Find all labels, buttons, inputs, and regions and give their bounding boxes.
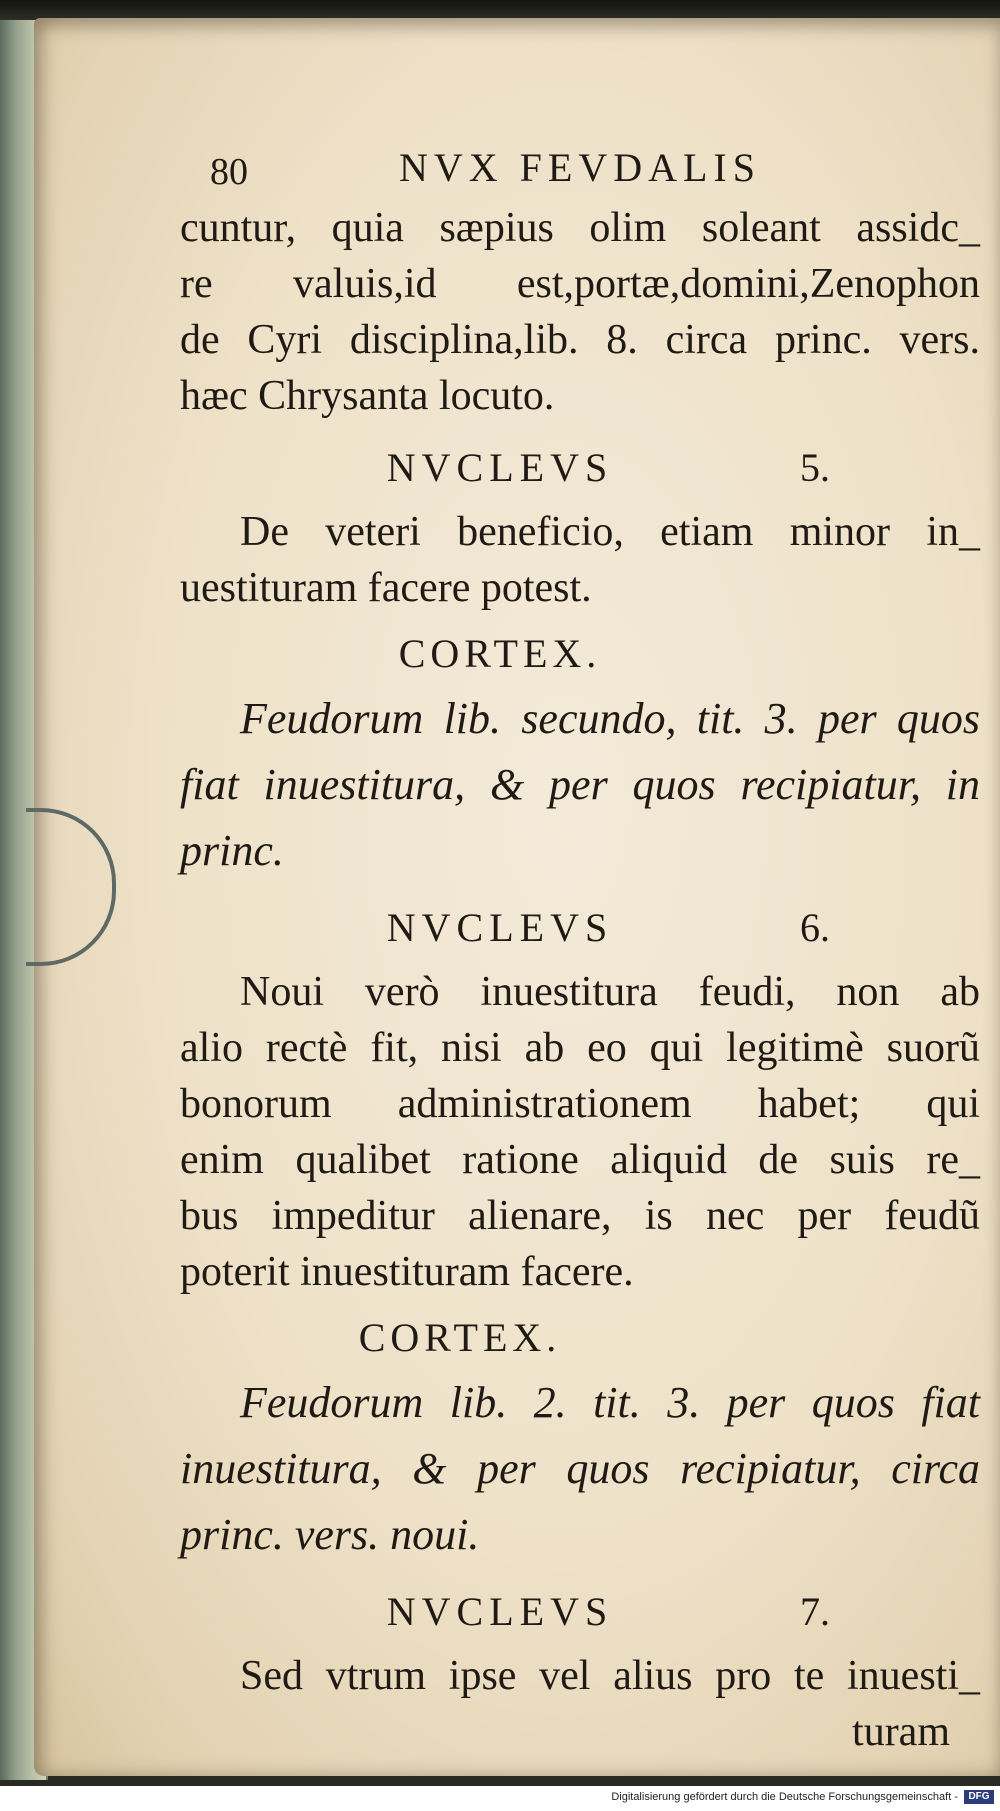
text-line: princ. bbox=[180, 826, 284, 875]
cortex-heading: CORTEX. bbox=[398, 631, 602, 676]
text-line: cuntur, quia sæpius olim soleant assidc_ bbox=[180, 205, 980, 251]
text-line: Feudorum lib. 2. tit. 3. per quos fiat bbox=[240, 1378, 980, 1427]
text-line: hæc Chrysanta locuto. bbox=[180, 373, 555, 419]
text-line: enim qualibet ratione aliquid de suis re_ bbox=[180, 1137, 980, 1183]
nucleus-label: NVCLEVS bbox=[386, 445, 614, 490]
text-line: De veteri beneficio, etiam minor in_ bbox=[240, 509, 980, 555]
page-clip bbox=[26, 808, 116, 966]
digitization-footer bbox=[0, 1786, 1000, 1811]
page-text bbox=[180, 140, 980, 1760]
text-block-5 bbox=[180, 1370, 980, 1568]
text-block-3 bbox=[180, 686, 980, 884]
nucleus-heading-6 bbox=[180, 892, 980, 964]
text-line: uestituram facere potest. bbox=[180, 565, 592, 611]
text-line: alio rectè fit, nisi ab eo qui legitimè suorũ bbox=[180, 1025, 980, 1071]
text-line: re valuis,id est,portæ,domini,Zenophon bbox=[180, 261, 980, 307]
running-title: NVX FEVDALIS bbox=[399, 145, 761, 190]
text-block-4 bbox=[180, 964, 980, 1300]
nucleus-heading-5 bbox=[180, 432, 980, 504]
text-line: Noui verò inuestitura feudi, non ab bbox=[240, 969, 980, 1015]
text-line: fiat inuestitura, & per quos recipiatur, in bbox=[180, 760, 980, 809]
text-line: poterit inuestituram facere. bbox=[180, 1249, 634, 1295]
nucleus-heading-7 bbox=[180, 1576, 980, 1648]
footer-credit: Digitalisierung gefördert durch die Deutsche Forschungsgemeinschaft - bbox=[611, 1791, 958, 1803]
text-line: Sed vtrum ipse vel alius pro te inuesti_ bbox=[240, 1653, 980, 1699]
text-line: bonorum administrationem habet; qui bbox=[180, 1081, 980, 1127]
text-line: de Cyri disciplina,lib. 8. circa princ. vers. bbox=[180, 317, 980, 363]
nucleus-number: 6. bbox=[800, 905, 830, 950]
catchword: turam bbox=[852, 1709, 950, 1755]
dfg-logo: DFG bbox=[964, 1790, 994, 1804]
text-line: bus impeditur alienare, is nec per feudũ bbox=[180, 1193, 980, 1239]
text-line: Feudorum lib. secundo, tit. 3. per quos bbox=[240, 694, 980, 743]
nucleus-number: 7. bbox=[800, 1589, 830, 1634]
text-block-6 bbox=[180, 1648, 980, 1760]
nucleus-label: NVCLEVS bbox=[386, 1589, 614, 1634]
page-header bbox=[180, 140, 980, 200]
nucleus-label: NVCLEVS bbox=[386, 905, 614, 950]
nucleus-number: 5. bbox=[800, 445, 830, 490]
text-block-2 bbox=[180, 504, 980, 616]
page-number: 80 bbox=[210, 151, 248, 193]
text-line: princ. vers. noui. bbox=[180, 1510, 480, 1559]
cortex-heading: CORTEX. bbox=[358, 1315, 562, 1360]
text-block-1 bbox=[180, 200, 980, 424]
text-line: inuestitura, & per quos recipiatur, circa bbox=[180, 1444, 980, 1493]
